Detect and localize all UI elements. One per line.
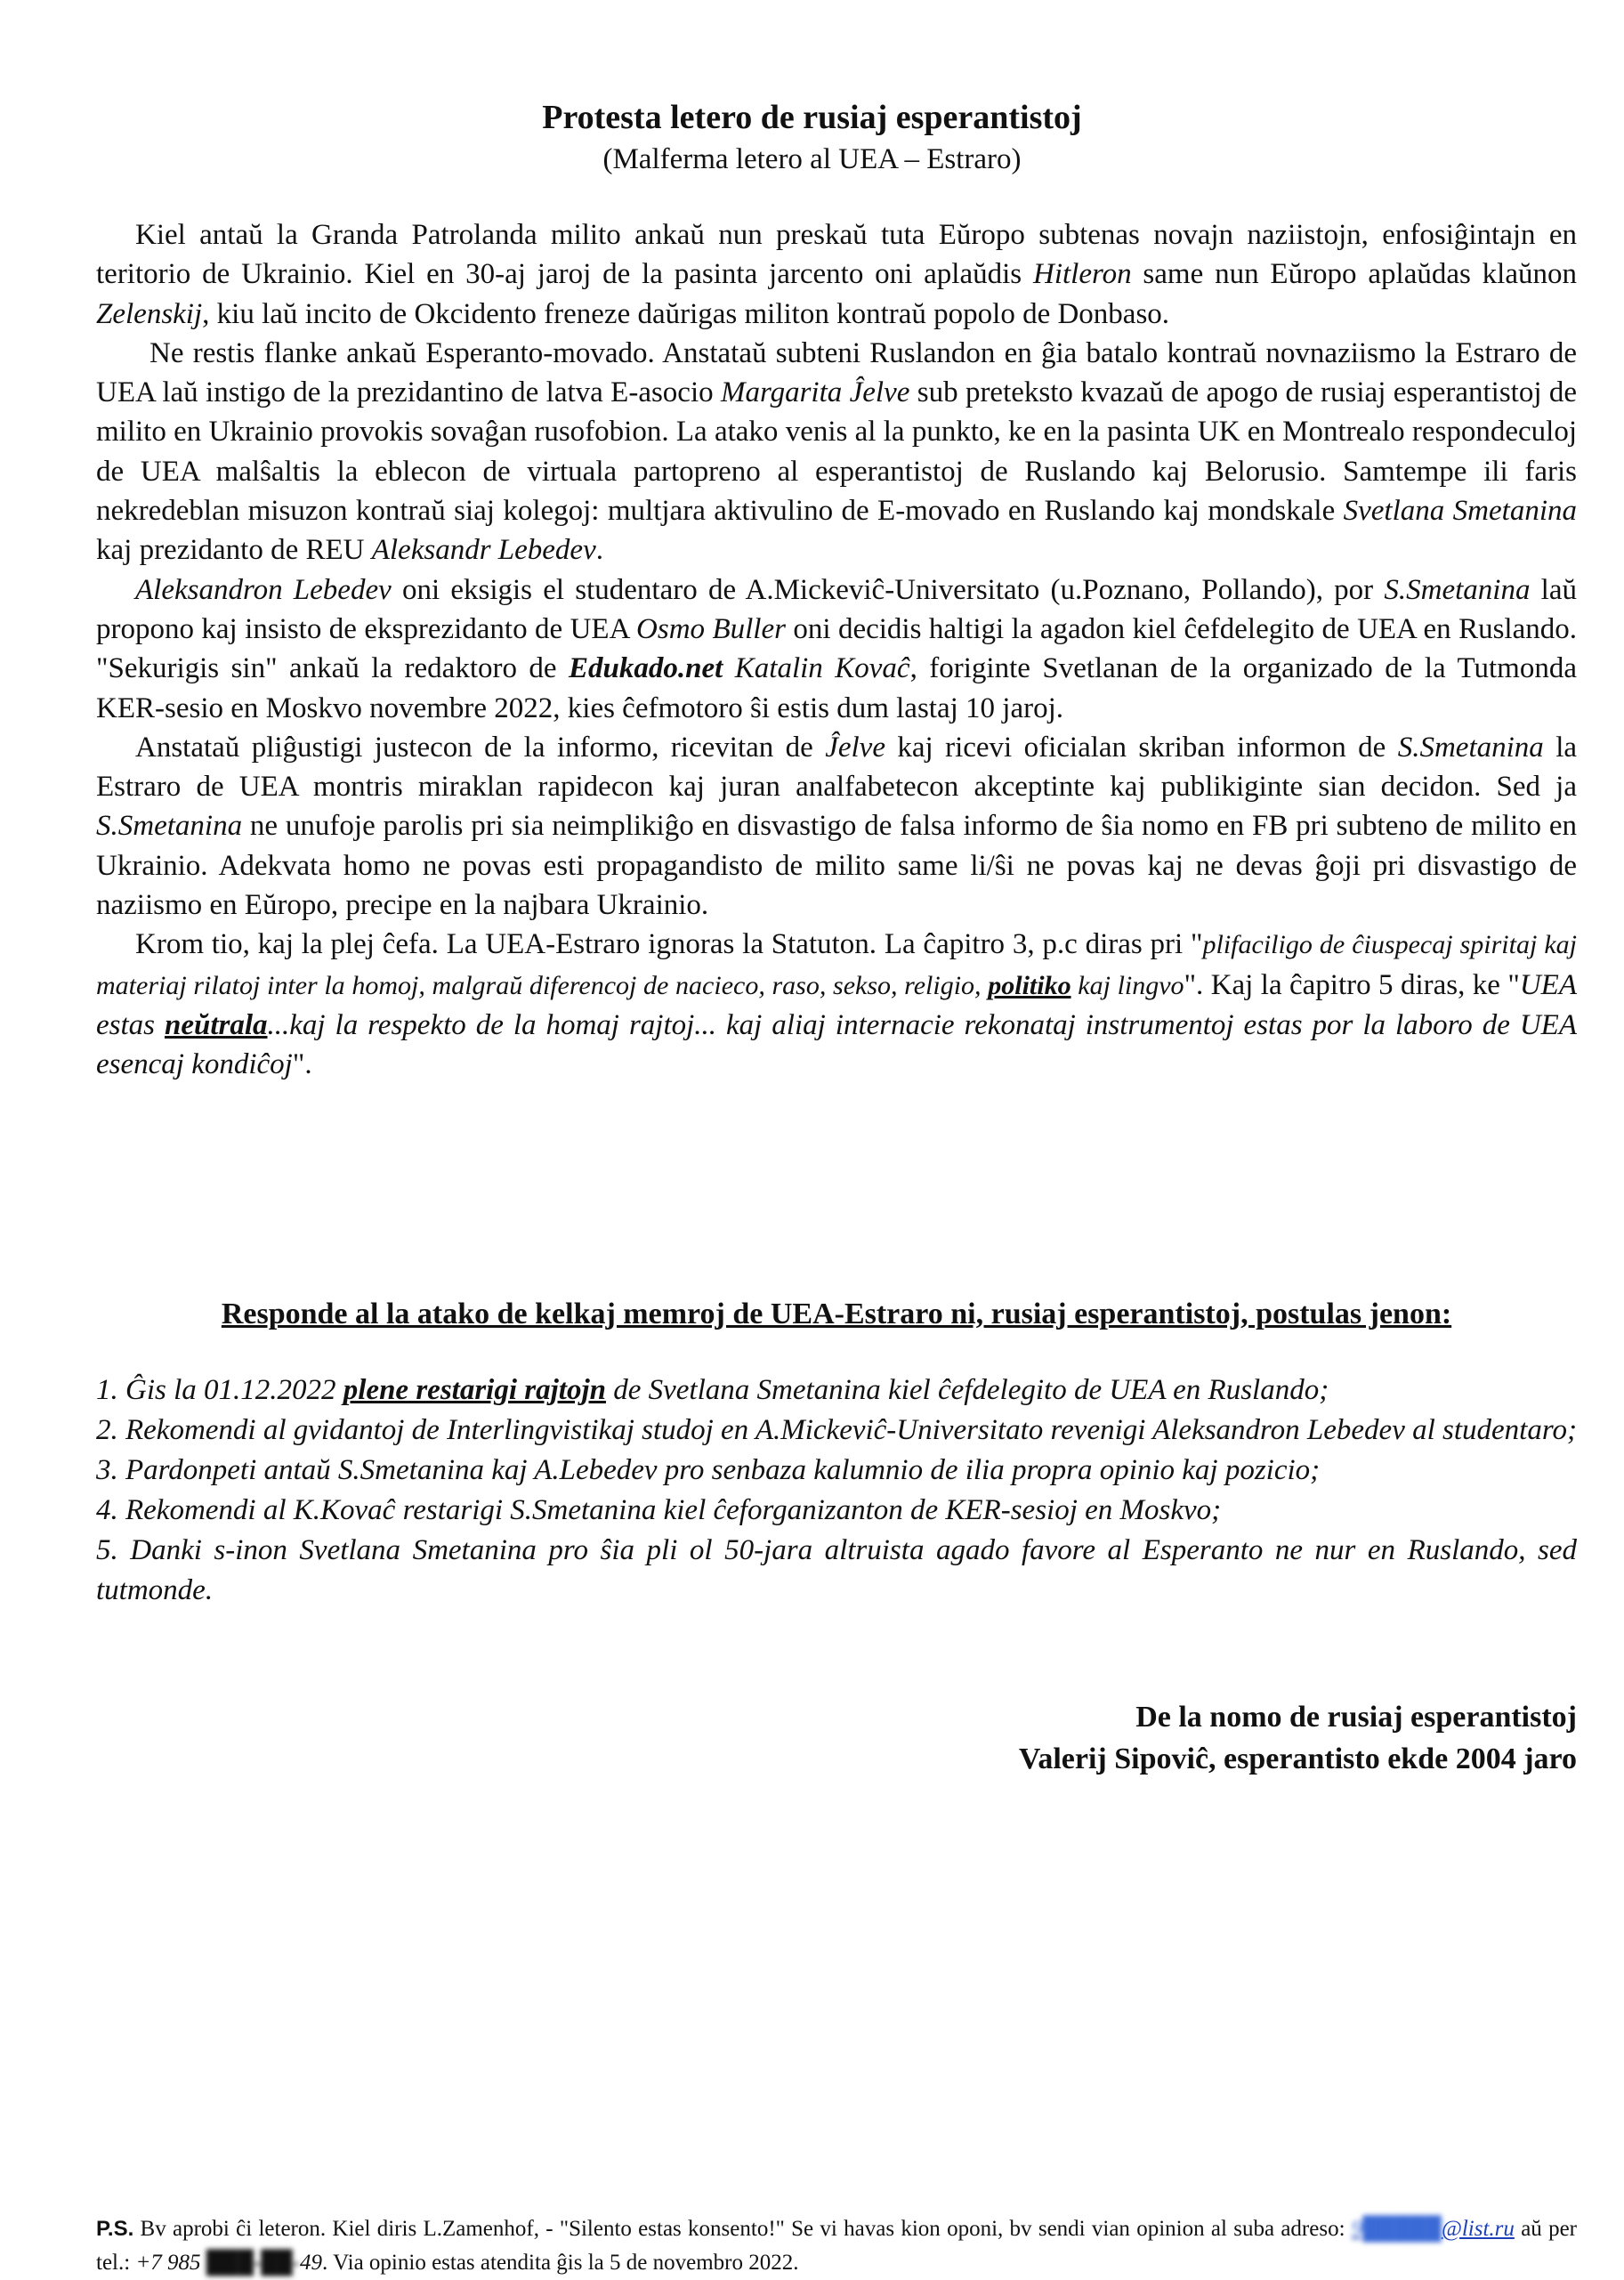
name-hitler: Hitleron [1032,258,1132,291]
paragraph-3 [96,570,1577,728]
text-run: , foriginte Svetlanan de la organizado de la Tutmonda KER-sesio en Moskvo novembre 2022, kies ĉefmotoro ŝi estis dum lastaj 10 jaroj. [96,652,1577,724]
email-domain: @list.ru [1441,2217,1515,2241]
demand-5: 5. Danki s-inon Svetlana Smetanina pro ŝia pli ol 50-jara altruista agado favore al Esperanto ne nur en Ruslando, sed tutmonde. [96,1534,1577,1606]
name-lebedev: Aleksandron Lebedev [135,573,392,606]
text-run: Bv aprobi ĉi leteron. Kiel diris L.Zamenhof, - "Silento estas konsento!" Se vi havas kion oponi, bv sendi vian opinion al suba adreso: [133,2217,1352,2241]
text-run: kaj ricevi oficialan skriban informon de [885,731,1398,764]
text-run: 1. Ĝis la 01.12.2022 [96,1374,343,1406]
text-run: Ne restis flanke ankaŭ Esperanto-movado. Anstataŭ subteni Ruslandon en ĝia batalo kontraŭ novnaziismo la Estraro de UEA laŭ instigo de la prezidantino de latva E-asocio [96,336,1577,409]
phone-redacted: ███-██- [200,2251,301,2275]
text-run: oni decidis haltigi la agadon kiel ĉefdelegito de UEA en Ruslando. "Sekurigis sin" ankaŭ la redaktoro de [96,612,1577,685]
letter-title: Protesta letero de rusiaj esperantistoj [542,99,1082,136]
text-run: aŭ per tel.: [96,2217,1577,2275]
paragraph-5 [96,925,1577,1084]
paragraph-1 [96,215,1577,334]
signature-block [1019,1696,1577,1780]
text-run: la Estraro de UEA montris miraklan rapidecon kaj juran analfabetecon akceptinte kaj publikiginte sian decidon. Sed ja [96,731,1578,804]
phone-prefix: +7 985 [135,2251,201,2275]
postscript [96,2212,1577,2280]
name-kovac: Katalin Kovaĉ [734,652,910,685]
text-run: kaj prezidanto de REU [96,534,372,567]
ps-label: P.S. [96,2217,134,2241]
demands-list [96,1370,1577,1611]
email-link[interactable] [1352,2217,1515,2241]
name-smetanina: Svetlana Smetanina [1343,495,1577,528]
letter-subtitle: (Malferma letero al UEA – Estraro) [602,143,1022,175]
text-run: laŭ propono kaj insisto de eksprezidanto de UEA [96,573,1578,645]
text-run: . Via opinio estas atendita ĝis la 5 de novembro 2022. [322,2251,799,2275]
text-run: sub preteksto kvazaŭ de apogo de rusiaj esperantistoj de milito en Ukrainio provokis sovaĝan rusofobion. La atako venis al la punkto, ke en la pasinta UK en Montrealo respondeculoj de UEA malŝaltis la eblecon de virtuala partopreno al esperantistoj de Ruslando kaj Belorusio. Samtempe ili faris nekredeblan misuzon kontraŭ siaj kolegoj: multjara aktivulino de E-movado en Ruslando kaj mondskale [96,376,1578,528]
text-run: . [595,534,603,567]
name-lebedev: Aleksandr Lebedev [371,534,596,567]
statute-quote: plifaciligo de ĉiuspecaj spiritaj kaj materiaj rilatoj inter la homoj, malgraŭ diferencoj de nacieco, raso, sekso, religio, [96,930,1577,1000]
edukado-net: Edukado.net [569,652,723,685]
text-run: ne unufoje parolis pri sia neimplikiĝo en disvastigo de falsa informo de ŝia nomo en FB pri subteno de milito en Ukrainio. Adekvata homo ne povas esti propagandisto de milito same li/ŝi ne povas kaj ne devas ĝoji pri disvastigo de naziismo en Eŭropo, precipe en la najbara Ukrainio. [96,810,1577,922]
signature-line-1: De la nomo de rusiaj esperantistoj [1135,1701,1577,1734]
text-run: de Svetlana Smetanina kiel ĉefdelegito de UEA en Ruslando; [605,1374,1329,1406]
email-redacted: 9█████ [1351,2217,1442,2241]
demand-2: 2. Rekomendi al gvidantoj de Interlingvistikaj studoj en A.Mickeviĉ-Universitato revenigi Aleksandron Lebedev al studentaro; [96,1414,1577,1446]
text-run: Krom tio, kaj la plej ĉefa. La UEA-Estraro ignoras la Statuton. La ĉapitro 3, p.c diras pri " [135,928,1203,961]
statute-quote: UEA estas [96,968,1577,1041]
text-run: ". Kaj la ĉapitro 5 diras, ke " [1184,968,1520,1001]
name-smetanina: S.Smetanina [96,810,243,843]
name-jelve: Margarita Ĵelve [720,376,910,409]
name-jelve: Ĵelve [825,731,885,764]
name-smetanina: S.Smetanina [1397,731,1544,764]
demands-heading: Responde al la atako de kelkaj memroj de UEA-Estraro ni, rusiaj esperantistoj, postulas jenon: [221,1298,1452,1330]
text-run: , kiu laŭ incito de Okcidento freneze daŭrigas militon kontraŭ popolo de Donbaso. [202,297,1170,330]
name-buller: Osmo Buller [636,612,786,645]
signature-line-2: Valerij Sipoviĉ, esperantisto ekde 2004 jaro [1018,1742,1577,1775]
letter-body [96,215,1577,1085]
phone-end: 49 [300,2251,323,2275]
paragraph-2 [96,334,1577,570]
statute-quote: kaj lingvo [1071,970,1184,1000]
statute-quote: ...kaj la respekto de la homaj rajtoj... kaj aliaj internacie rekonataj instrumentoj estas por la laboro de UEA esencaj kondiĉoj [96,1008,1577,1081]
word-politiko: politiko [988,970,1071,1000]
text-run: same nun Eŭropo aplaŭdas klaŭnon [1131,258,1578,291]
restore-rights-emphasis: plene restarigi rajtojn [343,1374,606,1406]
name-zelenskij: Zelenskij [96,297,203,330]
demand-1 [96,1370,1577,1411]
text-run: Anstataŭ pliĝustigi justecon de la informo, ricevitan de [135,731,826,764]
text-run: oni eksigis el studentaro de A.Mickeviĉ-Universitato (u.Poznano, Pollando), por [391,573,1385,606]
text-run: ". [292,1048,312,1081]
paragraph-4 [96,728,1577,925]
demand-4: 4. Rekomendi al K.Kovaĉ restarigi S.Smetanina kiel ĉeforganizanton de KER-sesioj en Moskvo; [96,1494,1222,1526]
name-smetanina: S.Smetanina [1384,573,1531,606]
demand-3: 3. Pardonpeti antaŭ S.Smetanina kaj A.Lebedev pro senbaza kalumnio de ilia propra opinio kaj pozicio; [96,1454,1321,1486]
word-neutrala: neŭtrala [164,1008,268,1041]
text-run: Kiel antaŭ la Granda Patrolanda milito ankaŭ nun preskaŭ tuta Eŭropo subtenas novajn naziistojn, enfosiĝintajn en teritorio de Ukrainio. Kiel en 30-aj jaroj de la pasinta jarcento oni aplaŭdis [96,219,1577,291]
